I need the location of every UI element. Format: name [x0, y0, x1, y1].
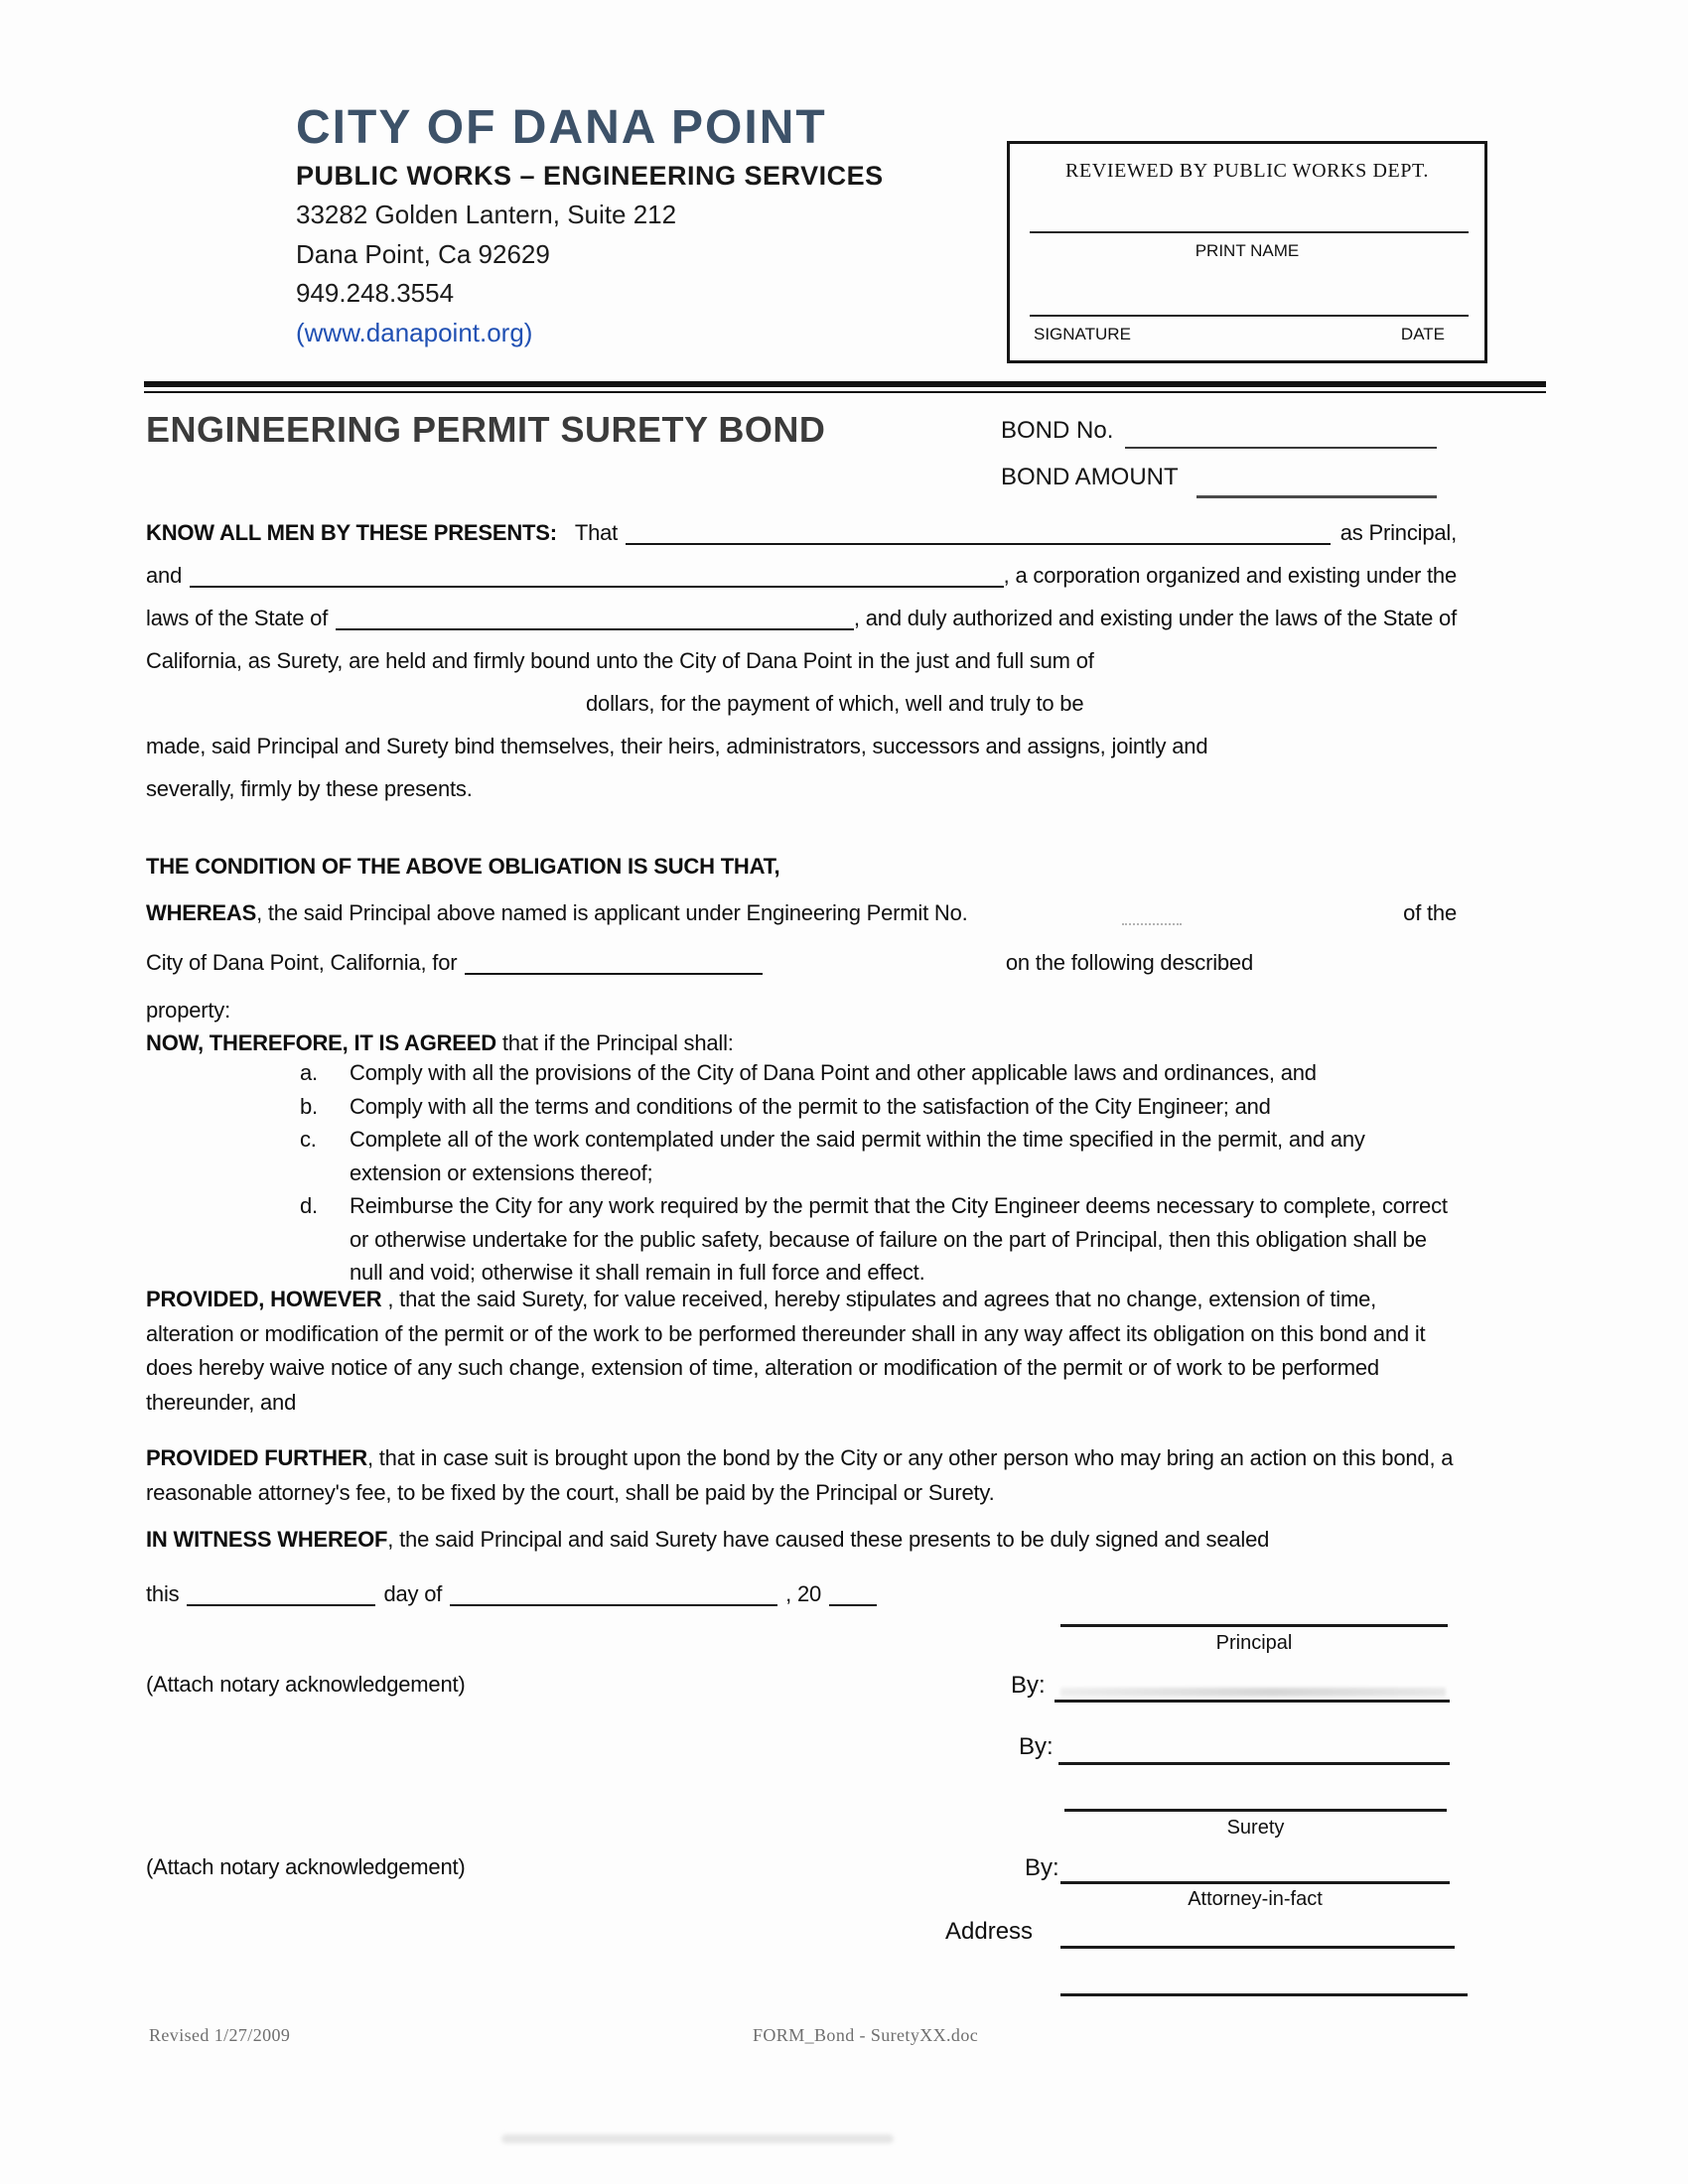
- attorney-in-fact-label: Attorney-in-fact: [1188, 1888, 1323, 1910]
- year-prefix: , 20: [785, 1580, 822, 1606]
- principal-by-line-1[interactable]: [1055, 1700, 1450, 1703]
- list-item-c-text: Complete all of the work contemplated under the said permit within the time specified in the permit, and any extension or extensions thereof;: [350, 1127, 1365, 1185]
- list-item-a-text: Comply with all the provisions of the City of Dana Point and other applicable laws and ordinances, and: [350, 1060, 1317, 1085]
- condition-section: [146, 844, 1457, 1023]
- letterhead: [296, 103, 991, 348]
- year-field[interactable]: [829, 1578, 877, 1606]
- and-word: and: [146, 562, 183, 588]
- address-label: Address: [945, 1918, 1034, 1945]
- by-label-3: By:: [1025, 1854, 1059, 1881]
- file-name: FORM_Bond - SuretyXX.doc: [753, 2025, 979, 2045]
- agreement-section: [146, 1021, 1457, 1290]
- dollars-text: dollars, for the payment of which, well and truly to be: [586, 690, 1084, 716]
- address-line-field-1[interactable]: [1060, 1946, 1455, 1949]
- whereas-text: , the said Principal above named is applicant under Engineering Permit No.: [256, 899, 968, 925]
- surety-name-line[interactable]: [1064, 1809, 1447, 1812]
- day-field[interactable]: [187, 1578, 375, 1606]
- in-witness-heading: IN WITNESS WHEREOF: [146, 1527, 388, 1552]
- print-name-line[interactable]: [1030, 231, 1469, 233]
- principal-name-line[interactable]: [1060, 1624, 1448, 1627]
- city-for-text: City of Dana Point, California, for: [146, 949, 458, 975]
- print-name-label: PRINT NAME: [1195, 241, 1300, 260]
- address-line-field-2[interactable]: [1060, 1993, 1468, 1996]
- phone-number: 949.248.3554: [296, 278, 455, 309]
- principal-name-field[interactable]: [626, 517, 1331, 545]
- notary-note-1: (Attach notary acknowledgement): [146, 1672, 466, 1697]
- principal-label: Principal: [1215, 1632, 1293, 1654]
- list-item-b-text: Comply with all the terms and conditions of the permit to the satisfaction of the City Engineer; and: [350, 1093, 1271, 1119]
- date-label: DATE: [1400, 325, 1445, 343]
- list-item-b-label: b.: [300, 1093, 318, 1119]
- severally-text: severally, firmly by these presents.: [146, 775, 473, 801]
- list-item-c: [146, 1123, 1457, 1189]
- surety-by-line[interactable]: [1060, 1881, 1450, 1884]
- notary-note-2: (Attach notary acknowledgement): [146, 1854, 466, 1879]
- surety-company-field[interactable]: [190, 560, 1004, 588]
- list-item-d-label: d.: [300, 1193, 318, 1218]
- bond-no-field[interactable]: [1125, 447, 1437, 449]
- list-item-d: [146, 1189, 1457, 1290]
- bond-amount-label: BOND AMOUNT: [1001, 464, 1179, 490]
- bond-amount-field[interactable]: [1196, 495, 1437, 498]
- day-of-words: day of: [383, 1580, 443, 1606]
- list-item-d-text: Reimburse the City for any work required by the permit that the City Engineer deems necessary to complete, correct or otherwise undertake for the public safety, because of failure on the part of Principal, then this obligation shall be null and void; otherwise it shall remain in full force and effect.: [350, 1193, 1448, 1285]
- whereas-word: WHEREAS: [146, 899, 257, 925]
- list-item-a-label: a.: [300, 1060, 318, 1085]
- of-the-text: of the: [1403, 899, 1457, 925]
- now-therefore-heading: NOW, THEREFORE, IT IS AGREED: [146, 1030, 496, 1055]
- by-label-1: By:: [1011, 1672, 1046, 1699]
- property-label: property:: [146, 997, 231, 1023]
- department-line: PUBLIC WORKS – ENGINEERING SERVICES: [296, 161, 884, 192]
- list-item-c-label: c.: [300, 1127, 317, 1152]
- california-surety-text: California, as Surety, are held and firmly bound unto the City of Dana Point in the just and full sum of: [146, 647, 1094, 673]
- purpose-field[interactable]: [465, 947, 763, 975]
- laws-of-state-text: laws of the State of: [146, 605, 329, 630]
- provided-further-text: , that in case suit is brought upon the bond by the City or any other person who may bring an action on this bond, a reasonable attorney's fee, to be fixed by the court, shall be paid by the Principal or Surety.: [146, 1445, 1454, 1505]
- state-field[interactable]: [336, 603, 854, 630]
- corporation-text: , a corporation organized and existing under the: [1003, 562, 1457, 588]
- address-line-2: Dana Point, Ca 92629: [296, 238, 550, 269]
- in-witness-text: , the said Principal and said Surety have caused these presents to be duly signed and sealed: [387, 1527, 1270, 1552]
- address-line-1: 33282 Golden Lantern, Suite 212: [296, 200, 677, 230]
- principal-by-line-2[interactable]: [1058, 1762, 1450, 1765]
- scanner-streak-artifact: [501, 2134, 894, 2143]
- opening-paragraph: [146, 502, 1457, 801]
- reviewed-by-title: REVIEWED BY PUBLIC WORKS DEPT.: [1065, 160, 1429, 182]
- condition-heading: THE CONDITION OF THE ABOVE OBLIGATION IS SUCH THAT,: [146, 854, 780, 879]
- provided-however-heading: PROVIDED, HOWEVER: [146, 1287, 382, 1311]
- bond-no-label: BOND No.: [1001, 417, 1114, 444]
- provided-however-text: , that the said Surety, for value received, hereby stipulates and agrees that no change, extension of time, alteration or modification of the permit or of the work to be performed thereunder shall in any way affect its obligation on this bond and it does hereby waive notice of any such change, extension of time, alteration or modification of the permit or of work to be performed thereunder, and: [146, 1287, 1426, 1415]
- duly-authorized-text: , and duly authorized and existing under the laws of the State of: [853, 605, 1457, 630]
- signature-date-line[interactable]: [1030, 315, 1469, 317]
- witness-paragraph: [146, 1517, 1457, 1606]
- this-word: this: [146, 1580, 180, 1606]
- scan-smudge-artifact: [1060, 1688, 1446, 1697]
- provided-further-heading: PROVIDED FURTHER: [146, 1445, 367, 1470]
- by-label-2: By:: [1019, 1733, 1054, 1760]
- surety-label: Surety: [1226, 1817, 1285, 1839]
- that-word: That: [574, 519, 619, 545]
- revised-date: Revised 1/27/2009: [149, 2025, 291, 2045]
- provided-however-paragraph: [146, 1283, 1457, 1420]
- reviewed-by-box: [1007, 141, 1487, 363]
- header-divider: [144, 381, 1546, 393]
- know-all-men-heading: KNOW ALL MEN BY THESE PRESENTS:: [146, 519, 557, 545]
- as-principal-text: as Principal,: [1339, 519, 1457, 545]
- city-logo-title: CITY OF DANA POINT: [296, 101, 827, 154]
- list-item-b: [146, 1090, 1457, 1124]
- month-field[interactable]: [450, 1578, 777, 1606]
- document-title: ENGINEERING PERMIT SURETY BOND: [146, 409, 826, 450]
- signature-label: SIGNATURE: [1034, 325, 1131, 343]
- website-link[interactable]: (www.danapoint.org): [296, 317, 533, 347]
- provided-further-paragraph: [146, 1441, 1457, 1510]
- list-item-a: [146, 1056, 1457, 1090]
- made-said-text: made, said Principal and Surety bind themselves, their heirs, administrators, successors and assigns, jointly and: [146, 733, 1208, 758]
- following-described-text: on the following described: [1005, 949, 1253, 975]
- now-therefore-rest: that if the Principal shall:: [495, 1030, 734, 1055]
- scan-dash-artifact: [1122, 923, 1182, 925]
